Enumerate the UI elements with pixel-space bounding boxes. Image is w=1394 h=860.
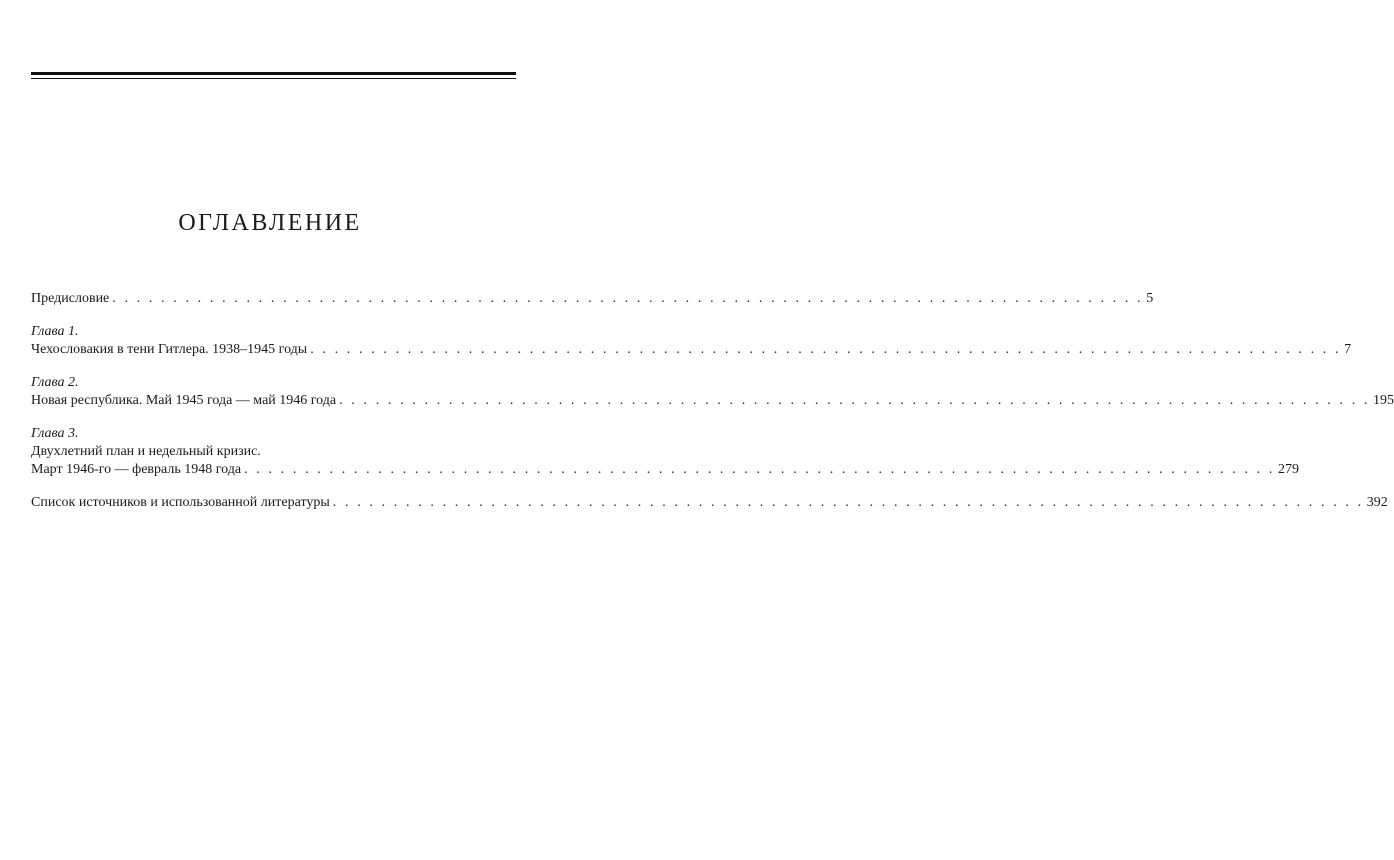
toc-entry-bibliography[interactable] — [31, 494, 1388, 512]
toc-page-number: 392 — [1366, 495, 1388, 510]
toc-entry-title: Новая республика. Май 1945 года — май 1946 года — [31, 393, 337, 408]
toc-chapter-label: Глава 1. — [31, 324, 79, 339]
toc-page-number: 5 — [1146, 291, 1154, 306]
toc-leader-line — [31, 392, 1394, 410]
toc-entry-preface[interactable] — [31, 290, 1154, 308]
toc-leader-line — [31, 494, 1388, 512]
toc-entry-title: Список источников и использованной литературы — [31, 495, 330, 510]
table-of-contents — [31, 290, 1394, 512]
dot-leader: . . . . . . . . . . . . . . . . . . . . . . . . . . . . . . . . . . . . . . . . . . . . . . . . . . . . . . . . . . . . . . . . . . . . . . . . . . . . . . . . . . . . . — [310, 342, 1342, 357]
dot-leader: . . . . . . . . . . . . . . . . . . . . . . . . . . . . . . . . . . . . . . . . . . . . . . . . . . . . . . . . . . . . . . . . . . . . . . . . . . . . . . . . . . . . . — [339, 393, 1371, 408]
dot-leader: . . . . . . . . . . . . . . . . . . . . . . . . . . . . . . . . . . . . . . . . . . . . . . . . . . . . . . . . . . . . . . . . . . . . . . . . . . . . . . . . . . . . . — [244, 462, 1275, 477]
dot-leader: . . . . . . . . . . . . . . . . . . . . . . . . . . . . . . . . . . . . . . . . . . . . . . . . . . . . . . . . . . . . . . . . . . . . . . . . . . . . . . . . . . . . . — [112, 291, 1144, 306]
toc-entry-chapter-1[interactable] — [31, 323, 1352, 359]
toc-leader-line — [31, 461, 1299, 479]
toc-entry-title: Чехословакия в тени Гитлера. 1938–1945 годы — [31, 342, 308, 357]
toc-entry-chapter-3[interactable] — [31, 425, 1299, 479]
toc-entry-title: Март 1946-го — февраль 1948 года — [31, 462, 242, 477]
toc-leader-line — [31, 290, 1154, 308]
toc-entry-title-line: Двухлетний план и недельный кризис. — [31, 444, 261, 459]
dot-leader: . . . . . . . . . . . . . . . . . . . . . . . . . . . . . . . . . . . . . . . . . . . . . . . . . . . . . . . . . . . . . . . . . . . . . . . . . . . . . . . . . . . . . — [332, 495, 1364, 510]
toc-entry-title: Предисловие — [31, 291, 110, 306]
toc-page-number: 195 — [1373, 393, 1394, 408]
toc-chapter-label: Глава 3. — [31, 426, 79, 441]
toc-entry-chapter-2[interactable] — [31, 374, 1394, 410]
header-rule-thick — [31, 72, 516, 75]
header-rule-thin — [31, 78, 516, 79]
toc-leader-line — [31, 341, 1352, 359]
toc-page-number: 279 — [1278, 462, 1299, 477]
toc-page-number: 7 — [1344, 342, 1352, 357]
page-title: ОГЛАВЛЕНИЕ — [178, 210, 362, 236]
toc-chapter-label: Глава 2. — [31, 375, 79, 390]
